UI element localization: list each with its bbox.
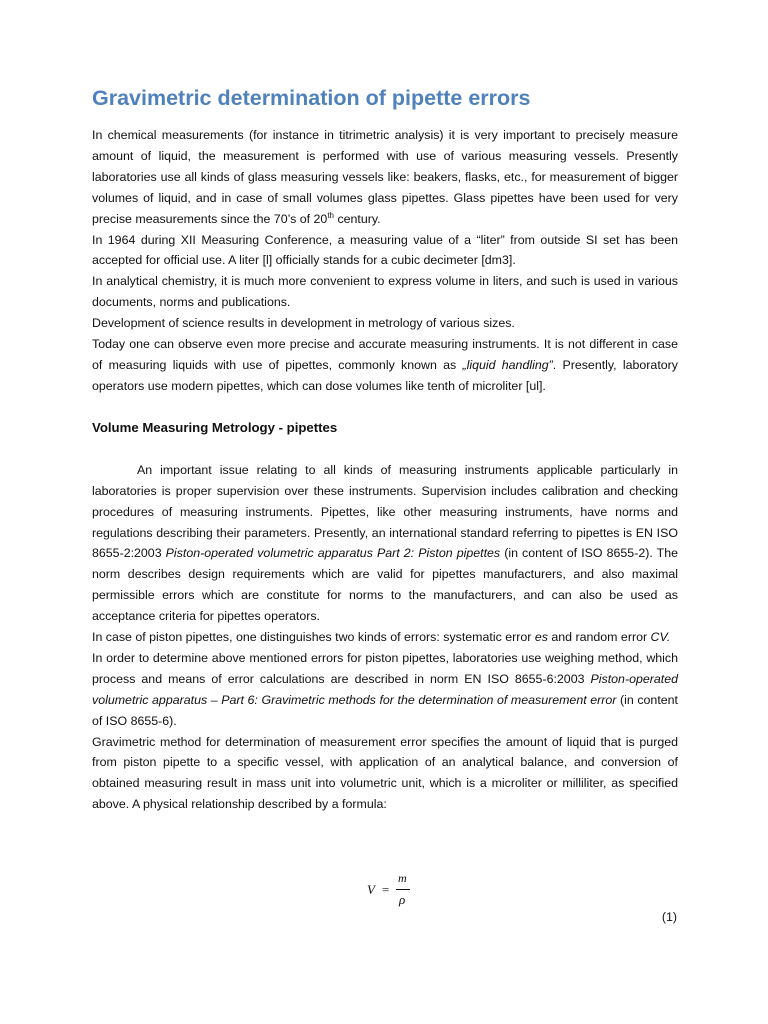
- intro-p5-text: Today one can observe even more precise and accurate measuring instruments. It is not different in case of measuring liquids with use of pipettes, commonly known as: [92, 337, 678, 372]
- random-error-symbol: CV.: [650, 630, 671, 645]
- equation-number: (1): [661, 910, 677, 924]
- section-paragraph-2: [92, 627, 678, 648]
- intro-paragraph-5: [92, 334, 678, 397]
- section-paragraph-4: Gravimetric method for determination of measurement error specifies the amount of liquid that is purged from piston pipette to a specific vessel, with application of an analytical balance, and conversion of obtained measuring result in mass unit into volumetric unit, which is a microliter or milliliter, as specified above. A physical relationship described by a formula:: [92, 734, 678, 812]
- section-p2-mid: and random error: [547, 630, 651, 645]
- standard-title-part6: Piston-operated volumetric apparatus – Part 6: Gravimetric methods for the determination of measurement error: [92, 671, 678, 707]
- section-heading: Volume Measuring Metrology - pipettes: [92, 419, 338, 435]
- volume-formula: [367, 873, 417, 913]
- intro-paragraph-1: [92, 125, 678, 230]
- intro-paragraph-4: Development of science results in development in metrology of various sizes.: [92, 316, 515, 331]
- intro-p1-tail: century.: [334, 211, 381, 226]
- formula-equals: =: [382, 882, 390, 897]
- intro-p1-text: In chemical measurements (for instance in titrimetric analysis) it is very important to precisely measure amount of liquid, the measurement is performed with use of various measuring vessels. Presently laboratories use all kinds of glass measuring vessels like: beakers, flasks, etc., for measurement of bigger volumes of liquid, and in case of small volumes glass pipettes. Glass pipettes have been used for very precise measurements since the 70’s of 20: [92, 128, 678, 226]
- section-p1-text: An important issue relating to all kinds of measuring instruments applicable particularly in laboratories is proper supervision over these instruments. Supervision includes calibration and checking procedures of measuring instruments. Pipettes, like other measuring instruments, have norms and regulations describing their parameters. Presently, an international standard referring to pipettes is EN ISO 8655-2:2003: [92, 462, 678, 561]
- section-paragraph-3: [92, 648, 678, 732]
- fraction-bar: [396, 889, 410, 890]
- document-page: [92, 84, 678, 815]
- liquid-handling-term: „liquid handling”: [462, 357, 553, 372]
- standard-title-part2: Piston-operated volumetric apparatus Part 2: Piston pipettes: [165, 546, 501, 561]
- formula-denominator: ρ: [399, 892, 406, 907]
- intro-paragraph-2: In 1964 during XII Measuring Conference, a measuring value of a “liter” from outside SI set has been accepted for official use. A liter [l] officially stands for a cubic decimeter [dm3].: [92, 232, 678, 268]
- page-title: Gravimetric determination of pipette errors: [92, 86, 531, 110]
- section-p2-text: In case of piston pipettes, one distinguishes two kinds of errors: systematic error: [92, 630, 535, 645]
- formula-lhs: V: [367, 882, 375, 897]
- intro-p5-tail: . Presently, laboratory operators use modern pipettes, which can dose volumes like tenth of microliter [ul].: [92, 357, 678, 393]
- formula-numerator: m: [398, 871, 407, 885]
- systematic-error-symbol: es: [534, 630, 548, 645]
- section-p1-tail: (in content of ISO 8655-2). The norm describes design requirements which are valid for pipettes manufacturers, and also maximal permissible errors which are constitute for norms to the manufacturers, and can also be used as acceptance criteria for pipettes operators.: [92, 546, 678, 624]
- section-p3-tail: (in content of ISO 8655-6).: [92, 692, 678, 728]
- section-p3-text: In order to determine above mentioned errors for piston pipettes, laboratories use weighing method, which process and means of error calculations are described in norm EN ISO 8655-6:2003: [92, 650, 678, 686]
- superscript-th: th: [327, 210, 334, 220]
- section-paragraph-1: [92, 460, 678, 627]
- intro-paragraph-3: In analytical chemistry, it is much more convenient to express volume in liters, and such is used in various documents, norms and publications.: [92, 274, 678, 310]
